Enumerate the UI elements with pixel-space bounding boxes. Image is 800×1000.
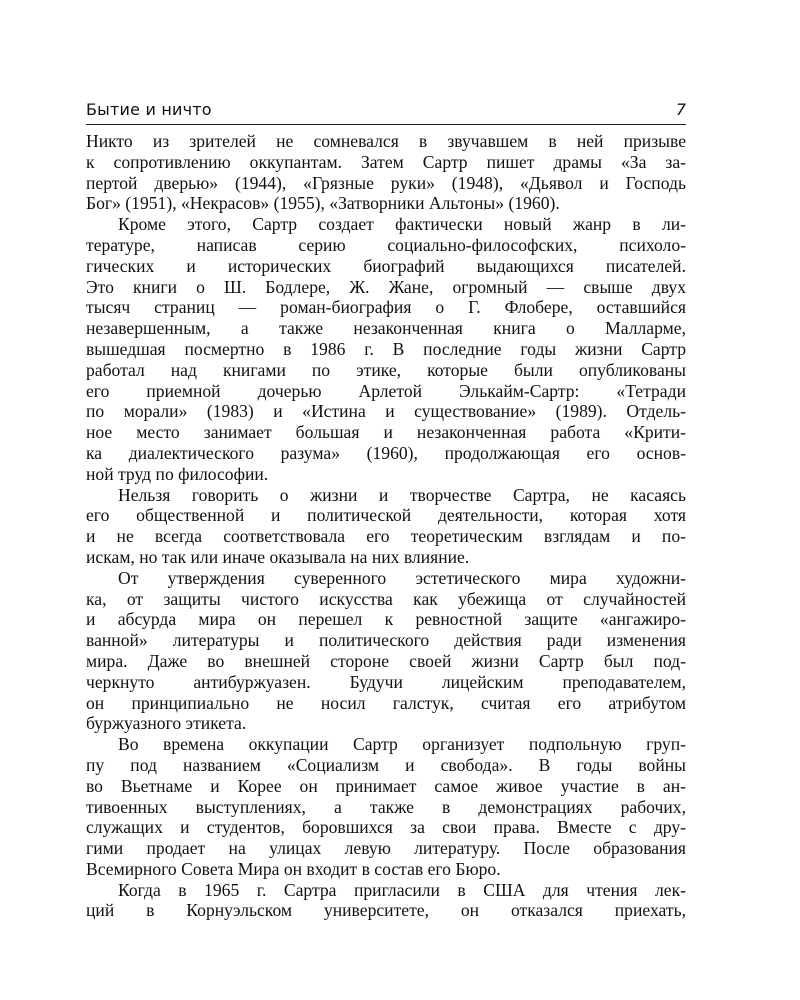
- paragraph: [86, 131, 686, 214]
- text-line: тысяч страниц — роман-биография о Г. Флобере, оставшийся: [86, 297, 686, 318]
- paragraph: [86, 485, 686, 568]
- text-line: гими продает на улицах левую литературу. После образования: [86, 838, 686, 859]
- running-title: Бытие и ничто: [86, 100, 212, 119]
- text-line: Всемирного Совета Мира он входит в состав его Бюро.: [86, 858, 501, 879]
- text-line: Когда в 1965 г. Сартра пригласили в США для чтения лек-: [118, 879, 686, 900]
- text-line: ка, от защиты чистого искусства как убежища от случайностей: [86, 588, 686, 609]
- text-line: ной труд по философии.: [86, 463, 269, 484]
- text-line: ка диалектического разума» (1960), продолжающая его основ-: [86, 442, 686, 463]
- text-line: он принципиально не носил галстук, считая его атрибутом: [86, 692, 686, 713]
- text-line: Это книги о Ш. Бодлере, Ж. Жане, огромный — свыше двух: [86, 276, 686, 297]
- text-line: черкнуто антибуржуазен. Будучи лицейским преподавателем,: [86, 671, 686, 692]
- text-line: Бог» (1951), «Некрасов» (1955), «Затворники Альтоны» (1960).: [86, 193, 560, 214]
- text-line: его общественной и политической деятельности, которая хотя: [86, 505, 686, 526]
- text-line: к сопротивлению оккупантам. Затем Сартр пишет драмы «За за-: [86, 151, 686, 172]
- body-text: [86, 131, 686, 921]
- paragraph: [86, 734, 686, 880]
- text-line: ванной» литературы и политического действия ради изменения: [86, 630, 686, 651]
- text-line: вышедшая посмертно в 1986 г. В последние годы жизни Сартр: [86, 338, 686, 359]
- paragraph: [86, 568, 686, 734]
- text-line: Никто из зрителей не сомневался в звучавшем в ней призыве: [86, 131, 686, 151]
- text-line: и не всегда соответствовала его теоретическим взглядам и по-: [86, 526, 686, 547]
- text-line: ное место занимает большая и незаконченная работа «Крити-: [86, 422, 686, 443]
- text-line: гических и исторических биографий выдающихся писателей.: [86, 255, 686, 276]
- text-line: пу под названием «Социализм и свобода». В годы войны: [86, 754, 686, 775]
- paragraph: [86, 880, 686, 922]
- text-line: во Вьетнаме и Корее он принимает самое живое участие в ан-: [86, 775, 686, 796]
- text-line: ций в Корнуэльском университете, он отказался приехать,: [86, 900, 686, 921]
- text-line: искам, но так или иначе оказывала на них влияние.: [86, 546, 470, 567]
- text-line: работал над книгами по этике, которые были опубликованы: [86, 359, 686, 380]
- text-line: тивоенных выступлениях, а также в демонстрациях рабочих,: [86, 796, 686, 817]
- text-line: Во времена оккупации Сартр организует подпольную груп-: [118, 734, 686, 755]
- text-line: мира. Даже во внешней стороне своей жизни Сартр был под-: [86, 650, 686, 671]
- text-line: по морали» (1983) и «Истина и существование» (1989). Отдель-: [86, 401, 686, 422]
- text-line: служащих и студентов, боровшихся за свои права. Вместе с дру-: [86, 817, 686, 838]
- text-line: тературе, написав серию социально-философских, психоло-: [86, 234, 686, 255]
- text-line: и абсурда мира он перешел к ревностной защите «ангажиро-: [86, 609, 686, 630]
- running-header: [86, 100, 686, 125]
- text-line: незавершенным, а также незаконченная книга о Малларме,: [86, 318, 686, 339]
- text-line: Нельзя говорить о жизни и творчестве Сартра, не касаясь: [118, 484, 686, 505]
- page-number: 7: [675, 100, 686, 119]
- text-line: Кроме этого, Сартр создает фактически новый жанр в ли-: [118, 214, 686, 235]
- text-line: буржуазного этикета.: [86, 713, 247, 734]
- text-line: От утверждения суверенного эстетического мира художни-: [118, 567, 686, 588]
- text-line: пертой дверью» (1944), «Грязные руки» (1948), «Дьявол и Господь: [86, 172, 686, 193]
- text-line: его приемной дочерью Арлетой Элькайм-Сартр: «Тетради: [86, 380, 686, 401]
- paragraph: [86, 214, 686, 484]
